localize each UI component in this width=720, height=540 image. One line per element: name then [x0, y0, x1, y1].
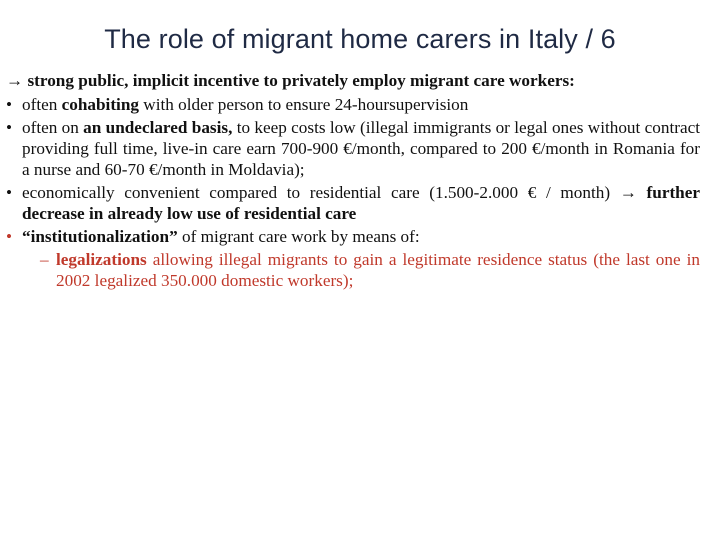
dash-icon: – [40, 250, 49, 269]
bullet-icon: • [6, 183, 13, 202]
bullet-icon: • [6, 95, 13, 114]
arrow-icon: → [619, 183, 637, 202]
slide-body [6, 70, 700, 293]
bullet-item-undeclared [6, 117, 700, 180]
item-text-pre: often [22, 95, 62, 114]
item-text-pre: economically convenient compared to residential care (1.500-2.000 € / month) [22, 183, 620, 202]
bullet-item-cohabiting [6, 94, 700, 115]
bullet-item-economical [6, 182, 700, 224]
item-text-post: with older person to ensure 24-hoursupervision [139, 95, 469, 114]
item-text-bold: cohabiting [61, 95, 139, 114]
bullet-item-institutionalization [6, 226, 700, 247]
intro-line [6, 70, 700, 91]
item-text-post: to keep costs low (illegal immigrants or legal ones without contract providing full time, live-in care earn 700-900 €/month, compared to 200 €/month in Romania for a nurse and 60-70 €/month in Moldavia); [22, 118, 700, 179]
arrow-icon: → [6, 71, 24, 90]
item-text-bold: an undeclared basis, [83, 118, 233, 137]
item-text-bold: further decrease in already low use of residential care [22, 183, 700, 223]
sub-item-legalizations [6, 249, 700, 291]
bullet-icon: • [6, 227, 13, 246]
item-text-bold: “institutionalization” [22, 227, 178, 246]
sub-item-text-bold: legalizations [56, 250, 147, 269]
item-text-post: of migrant care work by means of: [177, 227, 420, 246]
slide-title: The role of migrant home carers in Italy / 6 [104, 24, 616, 54]
item-text-pre: often on [22, 118, 84, 137]
intro-text: strong public, implicit incentive to privately employ migrant care workers: [23, 71, 575, 90]
bullet-icon: • [6, 118, 13, 137]
sub-item-text-post: allowing illegal migrants to gain a legitimate residence status (the last one in 2002 legalized 350.000 domestic workers); [56, 250, 700, 290]
